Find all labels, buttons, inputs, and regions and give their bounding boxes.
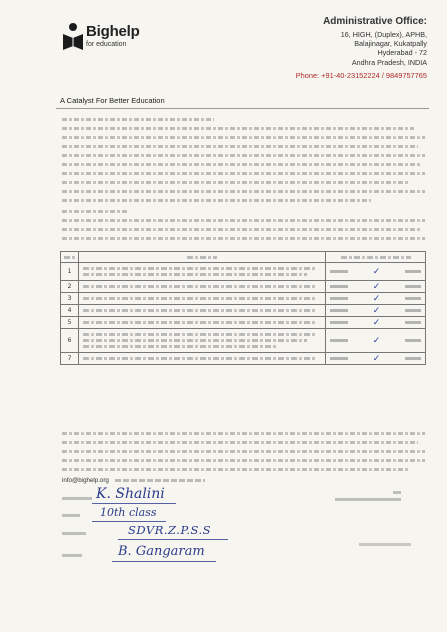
survey-table — [60, 251, 426, 365]
intro-paragraph — [62, 114, 425, 204]
row-number: 7 — [61, 353, 79, 365]
answer-option-yes — [330, 355, 348, 362]
name-underline — [92, 503, 176, 504]
answer-option-no — [405, 319, 421, 326]
student-class-handwritten: 10th class — [100, 506, 157, 519]
answer-option-yes — [330, 307, 348, 314]
question-text — [79, 329, 326, 353]
village-underline — [112, 561, 216, 562]
office-address — [296, 16, 427, 80]
village-name-handwritten: B. Gangaram — [118, 544, 205, 559]
col-question-header — [79, 252, 326, 263]
answer-cell — [326, 353, 426, 365]
school-underline — [118, 539, 228, 540]
signature-block — [335, 491, 401, 501]
answer-option-no — [405, 283, 421, 290]
school-name-handwritten: SDVR.Z.P.S.S — [128, 523, 212, 537]
closing-paragraph — [62, 428, 425, 473]
brand-name: Bighelp — [86, 23, 140, 40]
row-number: 3 — [61, 293, 79, 305]
answer-cell — [326, 317, 426, 329]
table-row — [61, 353, 426, 365]
check-mark-icon: ✓ — [372, 317, 381, 328]
office-line: Hyderabad - 72 — [377, 48, 427, 58]
check-mark-icon: ✓ — [372, 335, 381, 346]
table-row — [61, 317, 426, 329]
answer-cell — [326, 329, 426, 353]
question-text — [79, 305, 326, 317]
header-divider — [56, 108, 429, 109]
question-text — [79, 263, 326, 281]
student-paragraph — [62, 206, 425, 242]
row-number: 2 — [61, 281, 79, 293]
row-number: 4 — [61, 305, 79, 317]
table-row — [61, 305, 426, 317]
answer-cell — [326, 281, 426, 293]
brand-tagline: for education — [86, 41, 127, 48]
name-label — [62, 495, 92, 502]
row-number: 1 — [61, 263, 79, 281]
col-answer-header — [326, 252, 426, 263]
answer-option-no — [405, 337, 421, 344]
office-line: Andhra Pradesh, INDIA — [351, 57, 427, 67]
office-phone: Phone: +91-40-23152224 / 9849757765 — [295, 70, 427, 80]
office-title: Administrative Office: — [323, 16, 427, 27]
student-name-handwritten: K. Shalini — [96, 486, 165, 502]
table-row — [61, 263, 426, 281]
answer-option-no — [405, 307, 421, 314]
email-address: info@bighelp.org — [62, 477, 109, 484]
check-mark-icon: ✓ — [372, 305, 381, 316]
check-mark-icon: ✓ — [372, 353, 381, 364]
answer-cell — [326, 305, 426, 317]
answer-option-yes — [330, 268, 348, 275]
question-text — [79, 293, 326, 305]
answer-cell — [326, 263, 426, 281]
row-number: 5 — [61, 317, 79, 329]
check-mark-icon: ✓ — [372, 281, 381, 292]
answer-option-no — [405, 268, 421, 275]
table-row — [61, 293, 426, 305]
answer-option-yes — [330, 283, 348, 290]
answer-cell — [326, 293, 426, 305]
bighelp-logo-icon — [62, 22, 84, 52]
answer-option-no — [405, 355, 421, 362]
catalyst-tagline: A Catalyst For Better Education — [60, 96, 165, 105]
check-mark-icon: ✓ — [372, 293, 381, 304]
question-text — [79, 317, 326, 329]
answer-option-yes — [330, 337, 348, 344]
class-underline — [92, 521, 166, 522]
table-row — [61, 329, 426, 353]
class-label — [62, 512, 80, 519]
brand-block — [86, 23, 140, 48]
answer-option-yes — [330, 319, 348, 326]
question-text — [79, 281, 326, 293]
contact-email — [62, 477, 205, 484]
check-mark-icon: ✓ — [372, 266, 381, 277]
date-stamp — [359, 541, 411, 548]
office-line: 16, HIGH, (Duplex), APHB, — [340, 30, 427, 39]
answer-option-yes — [330, 295, 348, 302]
col-number-header — [61, 252, 79, 263]
village-label — [62, 552, 82, 559]
school-label — [62, 530, 86, 537]
table-header — [61, 252, 426, 263]
office-line: Balajinagar, Kukatpally — [354, 39, 427, 49]
row-number: 6 — [61, 329, 79, 353]
question-text — [79, 353, 326, 365]
table-row — [61, 281, 426, 293]
answer-option-no — [405, 295, 421, 302]
